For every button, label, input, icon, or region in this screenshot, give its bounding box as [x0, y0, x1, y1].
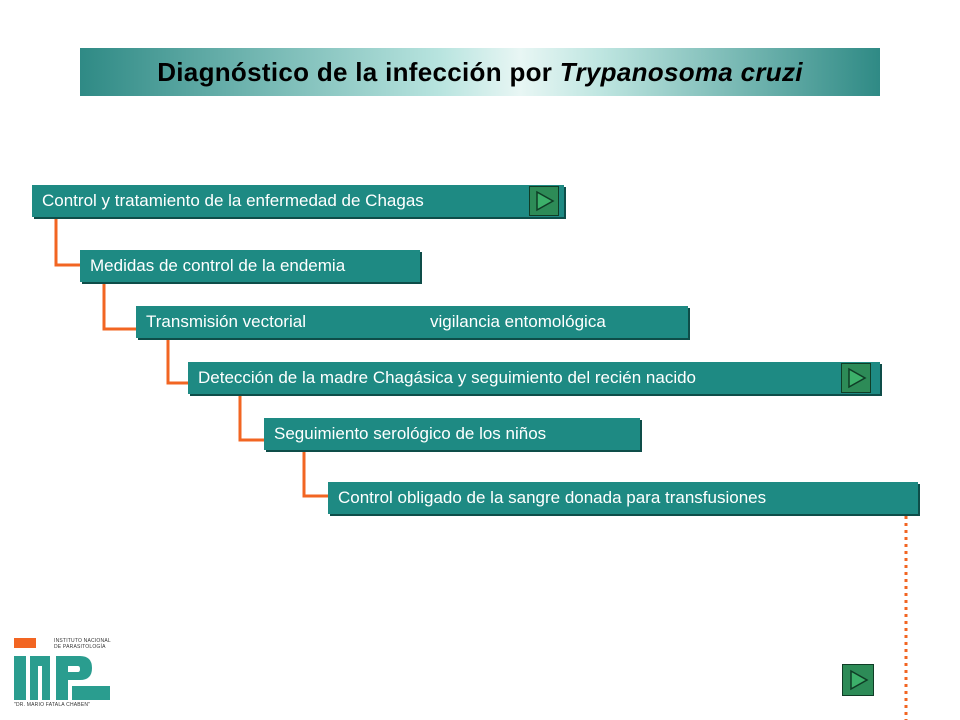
step-4-label: Detección de la madre Chagásica y seguimiento del recién nacido — [198, 368, 697, 387]
connector-5-6 — [304, 452, 328, 496]
step-4-bar[interactable] — [188, 362, 880, 394]
step-2-bar[interactable] — [80, 250, 420, 282]
connector-1-2 — [56, 218, 80, 265]
step-2-label: Medidas de control de la endemia — [90, 256, 346, 275]
step-6-bar[interactable] — [328, 482, 918, 514]
title-prefix: Diagnóstico de la infección por — [157, 56, 560, 87]
connector-2-3 — [104, 283, 136, 329]
step-1-nav-button[interactable] — [529, 186, 559, 216]
step-5-bar[interactable] — [264, 418, 640, 450]
play-right-icon — [845, 367, 867, 389]
inp-logo — [14, 636, 114, 712]
play-right-icon — [847, 669, 869, 691]
play-right-icon — [533, 190, 555, 212]
logo-line-2: DE PARASITOLOGÍA — [54, 644, 106, 650]
step-5-label: Seguimiento serológico de los niños — [274, 424, 547, 443]
step-3-bar[interactable] — [136, 306, 688, 338]
connector-3-4 — [168, 339, 188, 383]
step-1-bar[interactable] — [32, 185, 564, 217]
logo-line-1: INSTITUTO NACIONAL — [54, 638, 111, 644]
step-4-nav-button[interactable] — [841, 363, 871, 393]
step-1-label: Control y tratamiento de la enfermedad de Chagas — [42, 191, 424, 210]
logo-line-3: "DR. MARIO FATALA CHABEN" — [14, 702, 91, 708]
step-3-label: Transmisión vectorial — [146, 312, 306, 331]
connector-4-5 — [240, 395, 264, 440]
next-slide-button[interactable] — [842, 664, 874, 696]
step-6-label: Control obligado de la sangre donada para transfusiones — [338, 488, 767, 507]
title-species: Trypanosoma cruzi — [559, 56, 803, 87]
step-3-arrow-target: vigilancia entomológica — [430, 312, 606, 331]
